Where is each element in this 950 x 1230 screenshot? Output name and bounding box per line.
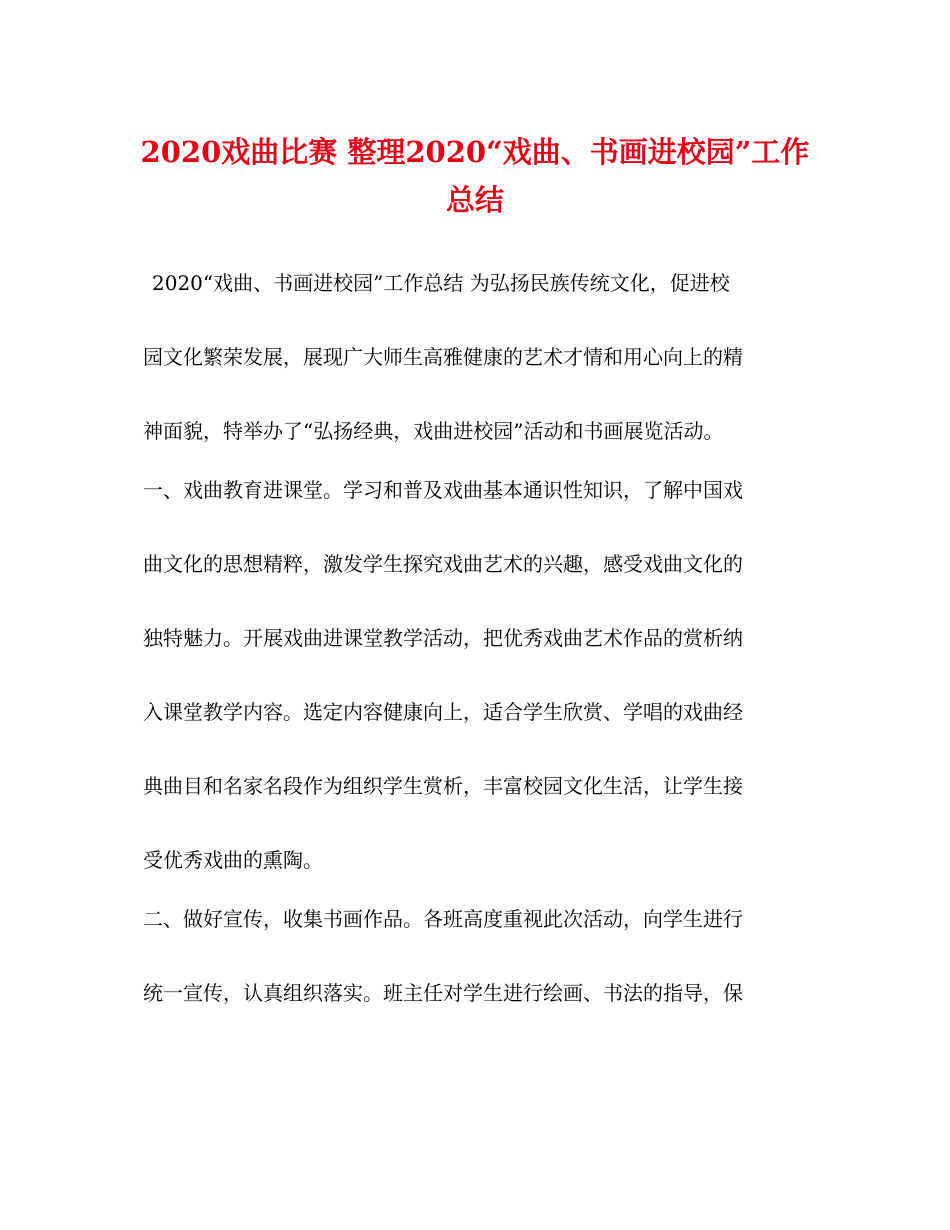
body-line: 二、做好宣传，收集书画作品。各班高度重视此次活动，向学生进行 [143,907,743,931]
body-line: 独特魅力。开展戏曲进课堂教学活动，把优秀戏曲艺术作品的赏析纳 [143,626,743,650]
body-line: 曲文化的思想精粹，激发学生探究戏曲艺术的兴趣，感受戏曲文化的 [143,552,743,576]
body-line: 受优秀戏曲的熏陶。 [143,848,323,872]
body-line: 典曲目和名家名段作为组织学生赏析，丰富校园文化生活，让学生接 [143,774,743,798]
body-line: 统一宣传，认真组织落实。班主任对学生进行绘画、书法的指导，保 [143,981,743,1005]
body-line: 神面貌，特举办了“弘扬经典，戏曲进校园”活动和书画展览活动。 [143,419,724,443]
document-title-line-2: 总结 [445,183,504,217]
document-title-line-1: 2020戏曲比赛 整理2020“戏曲、书画进校园”工作 [140,135,810,169]
body-line: 园文化繁荣发展，展现广大师生高雅健康的艺术才情和用心向上的精 [143,345,743,369]
body-line: 2020“戏曲、书画进校园”工作总结 为弘扬民族传统文化，促进校 [152,271,730,295]
body-line: 入课堂教学内容。选定内容健康向上，适合学生欣赏、学唱的戏曲经 [143,700,743,724]
body-line: 一、戏曲教育进课堂。学习和普及戏曲基本通识性知识，了解中国戏 [143,478,743,502]
